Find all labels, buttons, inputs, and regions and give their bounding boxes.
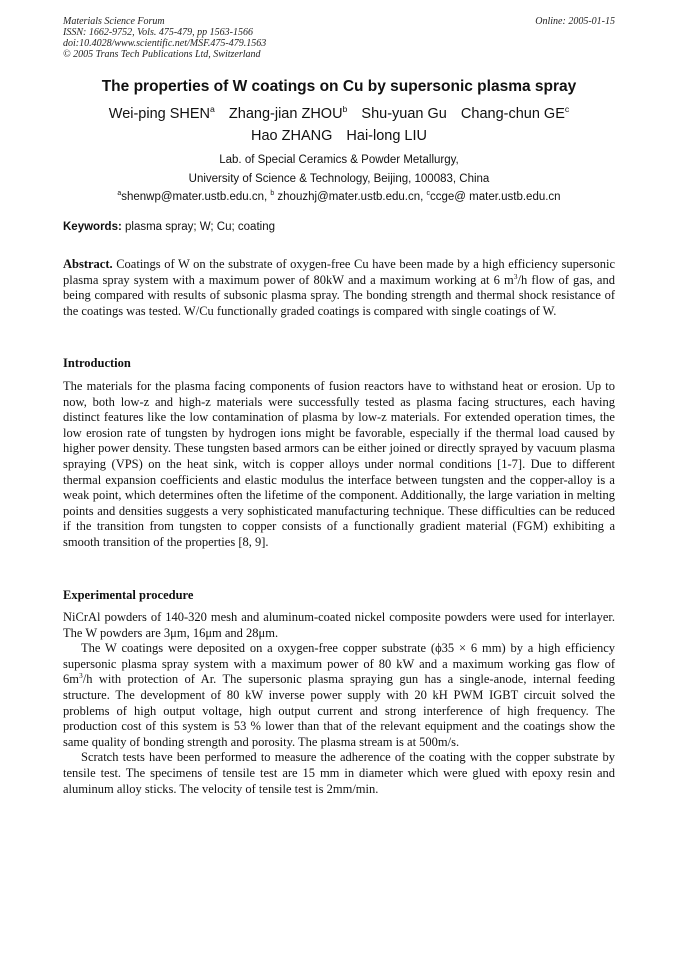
paper-title: The properties of W coatings on Cu by supersonic plasma spray [101, 78, 577, 95]
keywords [63, 221, 615, 233]
abstract-label: Abstract. [63, 257, 113, 271]
issn-line: ISSN: 1662-9752, Vols. 475-479, pp 1563-1566 [63, 27, 253, 38]
abstract: Abstract. Coatings of W on the substrate of oxygen-free Cu have been made by a high efficiency supersonic plasma spray system with a maximum power of 80kW and a maximum working at 6 $m^3/h$ flow of gas, and being compared with results of subsonic plasma spray. The bonding strength and thermal shock resistance of the coatings was tested. W/Cu functionally graded coatings is compared with single coatings of W. [63, 257, 615, 318]
email-line: $^a$shenwp@mater.ustb.edu.cn, $^b$ zhouzhj@mater.ustb.edu.cn, $^c$ccge@ mater.ustb.edu.cn [117, 190, 561, 203]
section-heading-introduction: Introduction [63, 356, 131, 370]
author-name: Shu-yuan Gu [361, 106, 447, 122]
author-name: Wei-ping SHEN$^a$ [108, 104, 215, 122]
author-name: Chang-chun $GE^c$ [460, 104, 570, 122]
doi-line: doi:10.4028/www.scientific.net/MSF.475-479.1563 [63, 38, 267, 49]
keywords-label: Keywords: [63, 221, 122, 233]
journal-header [63, 16, 615, 60]
author-name: Hao ZHANG [250, 128, 333, 144]
experimental-paragraph: The W coatings were deposited on a oxygen-free copper substrate (ϕ35 × 6 mm) by a high efficiency supersonic plasma spray system with a maximum power of 80 kW and a maximum working gas flow of $6m^3/h$ with protection of Ar. The supersonic plasma spraying gun has a single-anode, internal feeding structure. The development of 80 kW inverse power supply with 20 kH PWM IGBT circuit solved the problems of high output voltage, high output current and strong interference of high frequency. The production cost of this system is 53 % lower than that of the relevant equipment and the coatings show the same quality of bonding strength and porosity. The plasma stream is at 500m/s. [63, 641, 615, 749]
experimental-section [63, 610, 615, 797]
online-date: Online: 2005-01-15 [535, 16, 615, 27]
affiliation-line: Lab. of Special Ceramics & Powder Metallurgy, [219, 154, 459, 166]
introduction-paragraph: The materials for the plasma facing components of fusion reactors have to withstand heat or erosion. Up to now, both low-z and high-z materials were successfully tested as plasma facing structures, each having distinct features like the low contamination of plasma by low-z materials. For extended operation times, the low erosion rate of tungsten by hydrogen ions might be favorable, especially if the thermal load caused by higher power density. These tungsten based armors can be either joined or directly sprayed by vacuum plasma spraying (VPS) on the heat sink, witch is copper alloys under normal conditions [1-7]. Due to different thermal expansion coefficients and elastic modulus the interface between tungsten and the copper-alloy is a weak point, which determines often the lifetime of the component. Additionally, the large variation in melting points and densities suggests a very sophisticated manufacturing technique. These difficulties can be reduced if the transition from tungsten to copper consists of a functionally gradient material (FGM) exhibiting a smooth transition of the properties [8, 9]. [63, 379, 615, 549]
keywords-text: plasma spray; W; Cu; coating [121, 221, 275, 233]
author-name: Zhang-jian ZHOU$^b$ [228, 104, 348, 122]
experimental-paragraph: Scratch tests have been performed to measure the adherence of the coating with the copper substrate by tensile test. The specimens of tensile test are 15 mm in diameter which were glued with epoxy resin and aluminum alloy sticks. The velocity of tensile test is 2mm/min. [63, 750, 615, 796]
section-heading-experimental: Experimental procedure [63, 588, 194, 602]
affiliation-line: University of Science & Technology, Beijing, 100083, China [188, 172, 490, 185]
author-name: Hai-long LIU [346, 128, 427, 144]
author-list [63, 103, 615, 147]
copyright-line: © 2005 Trans Tech Publications Ltd, Switzerland [63, 49, 261, 60]
affiliation [63, 151, 615, 207]
experimental-paragraph: NiCrAl powders of 140-320 mesh and aluminum-coated nickel composite powders were used for interlayer. The W powders are 3μm, 16μm and 28μm. [63, 610, 615, 640]
journal-name: Materials Science Forum [63, 16, 165, 27]
